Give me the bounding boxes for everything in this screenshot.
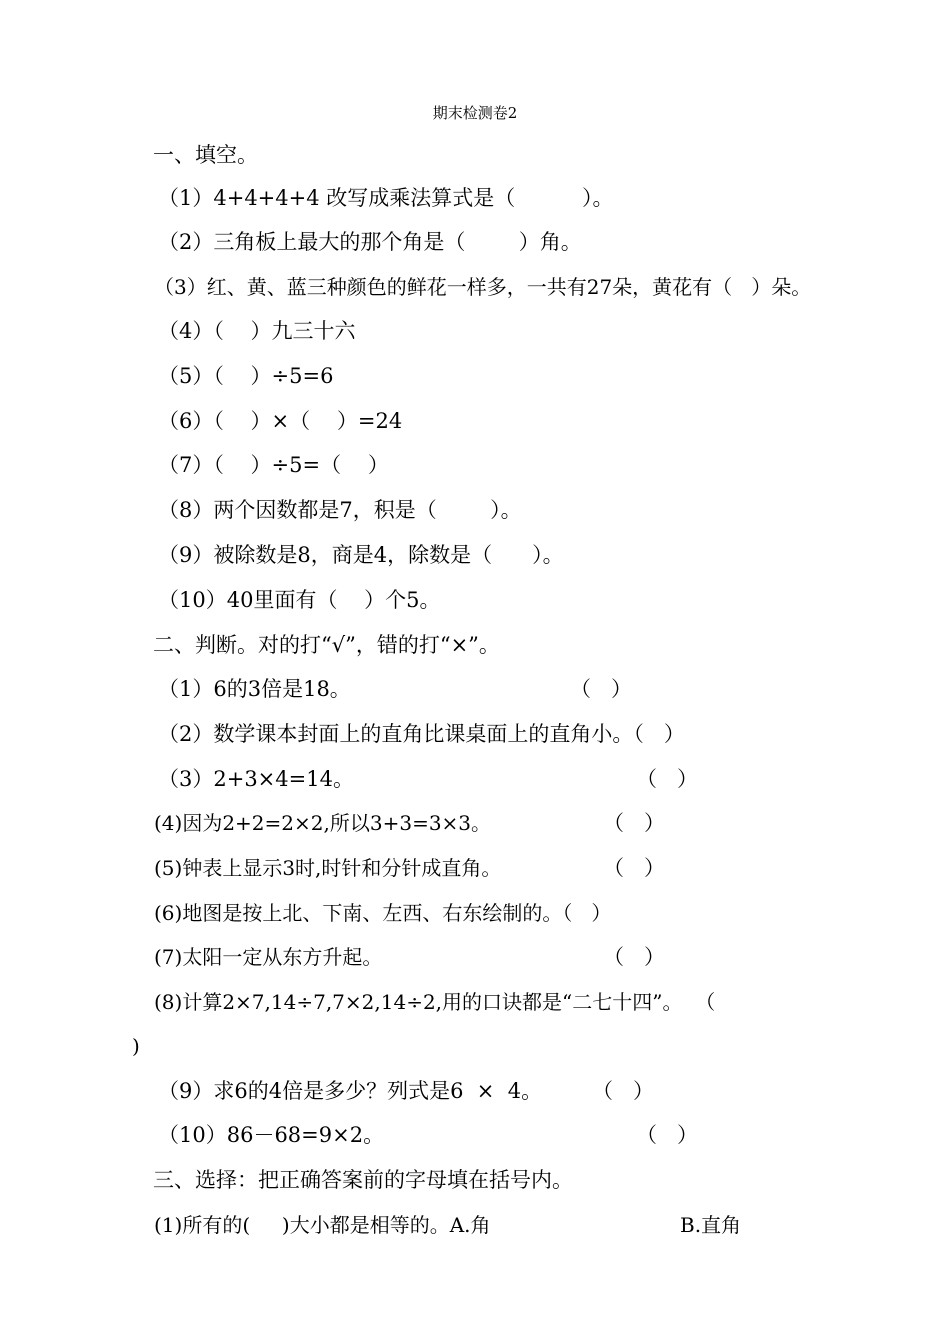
choice-item-1-option-b: B.直角 [680,1213,742,1237]
fill-item-6: （6）（ ）×（ ）=24 [158,409,403,433]
page-title: 期末检测卷2 [432,104,518,122]
fill-item-7: （7）（ ）÷5=（ ） [158,453,389,477]
fill-item-3: （3）红、黄、蓝三种颜色的鲜花一样多，一共有27朵，黄花有（ ）朵。 [154,275,812,299]
judge-item-10: （10）86－68=9×2。 [158,1123,385,1147]
judge-item-9: （9）求6的4倍是多少？列式是6 × 4。 [158,1079,543,1103]
fill-item-1: （1）4+4+4+4 改写成乘法算式是（ ）。 [158,186,614,210]
judge-item-3: （3）2+3×4=14。 [158,767,354,791]
section1-heading: 一、填空。 [153,143,258,167]
judge-blank-10: （ ） [636,1123,699,1147]
fill-item-8: （8）两个因数都是7，积是（ ）。 [158,498,522,522]
fill-item-5: （5）（ ）÷5=6 [158,364,334,388]
fill-item-4: （4）（ ）九三十六 [158,319,356,343]
section2-heading: 二、判断。对的打“√”，错的打“×”。 [153,633,500,657]
judge-blank-7: （ ） [603,945,666,969]
judge-item-1: （1）6的3倍是18。 [158,677,351,701]
judge-blank-1: （ ） [570,677,633,701]
choice-item-1: (1)所有的( )大小都是相等的。A.角 [154,1213,491,1237]
judge-item-7: (7)太阳一定从东方升起。 [154,945,383,969]
fill-item-10: （10）40里面有（ ）个5。 [158,588,441,612]
section3-heading: 三、选择：把正确答案前的字母填在括号内。 [153,1168,573,1192]
fill-item-9: （9）被除数是8，商是4，除数是（ ）。 [158,543,564,567]
judge-item-8-continuation: ) [132,1034,140,1058]
judge-blank-5: （ ） [603,856,666,880]
judge-blank-9: （ ） [592,1079,655,1103]
judge-blank-3: （ ） [636,767,699,791]
fill-item-2: （2）三角板上最大的那个角是（ ）角。 [158,230,582,254]
judge-item-6: (6)地图是按上北、下南、左西、右东绘制的。（ ） [154,901,612,925]
judge-item-4: (4)因为2+2=2×2,所以3+3=3×3。 [154,811,492,835]
judge-item-5: (5)钟表上显示3时,时针和分针成直角。 [154,856,502,880]
judge-item-8: (8)计算2×7,14÷7,7×2,14÷2,用的口诀都是“二七十四”。 （ [154,990,716,1014]
judge-item-2: （2）数学课本封面上的直角比课桌面上的直角小。（ ） [158,722,685,746]
judge-blank-4: （ ） [603,811,666,835]
